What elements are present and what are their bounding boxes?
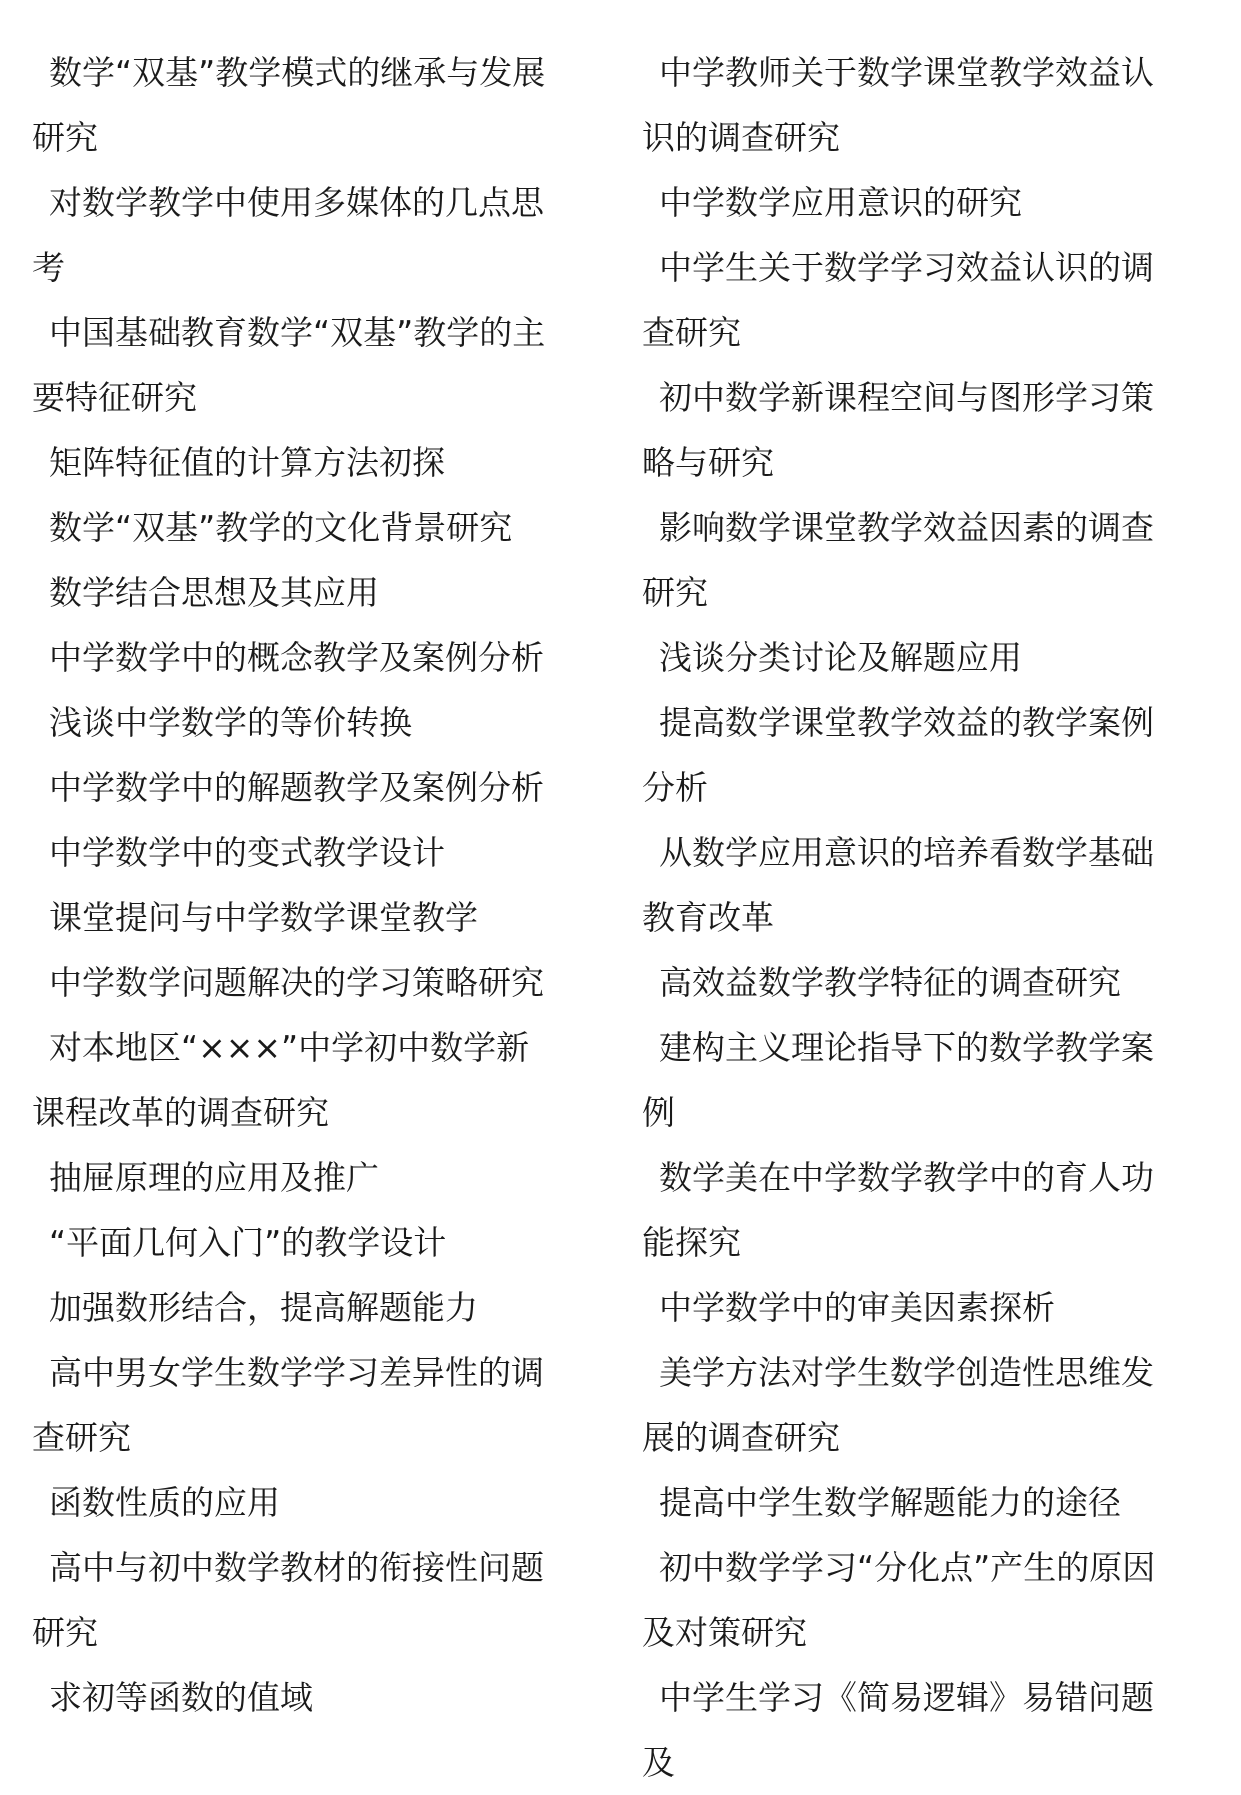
topic-item: 中学数学中的解题教学及案例分析: [49, 768, 544, 807]
topic-item: 建构主义理论指导下的数学教学案例: [642, 1028, 1154, 1132]
topic-item: 数学结合思想及其应用: [49, 573, 379, 612]
topic-item: 中学数学中的审美因素探析: [659, 1288, 1055, 1327]
topic-item: 浅谈中学数学的等价转换: [49, 703, 412, 742]
topic-item: 提高数学课堂教学效益的教学案例分析: [642, 703, 1154, 807]
topic-item: 提高中学生数学解题能力的途径: [659, 1483, 1121, 1522]
topic-item: 抽屉原理的应用及推广: [49, 1158, 379, 1197]
topic-item: 中学数学中的变式教学设计: [49, 833, 445, 872]
topic-item: 中学数学中的概念教学及案例分析: [49, 638, 544, 677]
topic-item: 中国基础教育数学“双基”教学的主要特征研究: [32, 313, 546, 417]
topic-item: 求初等函数的值域: [49, 1678, 313, 1717]
topic-item: 函数性质的应用: [49, 1483, 280, 1522]
topic-item: 中学教师关于数学课堂教学效益认识的调查研究: [642, 53, 1154, 157]
topic-item: 中学数学问题解决的学习策略研究: [49, 963, 544, 1002]
topic-item: 中学数学应用意识的研究: [659, 183, 1022, 222]
topic-item: 初中数学新课程空间与图形学习策略与研究: [642, 378, 1154, 482]
topic-item: 中学生关于数学学习效益认识的调查研究: [642, 248, 1154, 352]
topic-item: 数学“双基”教学模式的继承与发展研究: [32, 53, 546, 157]
topic-item: 数学美在中学数学教学中的育人功能探究: [642, 1158, 1154, 1262]
topic-item: 高中男女学生数学学习差异性的调查研究: [32, 1353, 544, 1457]
topic-item: 影响数学课堂教学效益因素的调查研究: [642, 508, 1154, 612]
topic-item: “平面几何入门”的教学设计: [49, 1223, 447, 1262]
topic-item: 美学方法对学生数学创造性思维发展的调查研究: [642, 1353, 1154, 1457]
topic-item: 课堂提问与中学数学课堂教学: [49, 898, 478, 937]
left-column: [32, 40, 552, 1730]
topic-item: 浅谈分类讨论及解题应用: [659, 638, 1022, 677]
topic-item: 加强数形结合，提高解题能力: [49, 1288, 478, 1327]
right-column: [642, 40, 1162, 1795]
topic-item: 数学“双基”教学的文化背景研究: [49, 508, 513, 547]
topic-item: 矩阵特征值的计算方法初探: [49, 443, 445, 482]
topic-item: 初中数学学习“分化点”产生的原因及对策研究: [642, 1548, 1156, 1652]
topic-item: 中学生学习《简易逻辑》易错问题及: [642, 1678, 1154, 1782]
topic-item: 从数学应用意识的培养看数学基础教育改革: [642, 833, 1154, 937]
topic-item: 对本地区“×××”中学初中数学新课程改革的调查研究: [32, 1028, 530, 1132]
topic-item: 高中与初中数学教材的衔接性问题研究: [32, 1548, 544, 1652]
topic-item: 高效益数学教学特征的调查研究: [659, 963, 1121, 1002]
topic-item: 对数学教学中使用多媒体的几点思考: [32, 183, 544, 287]
